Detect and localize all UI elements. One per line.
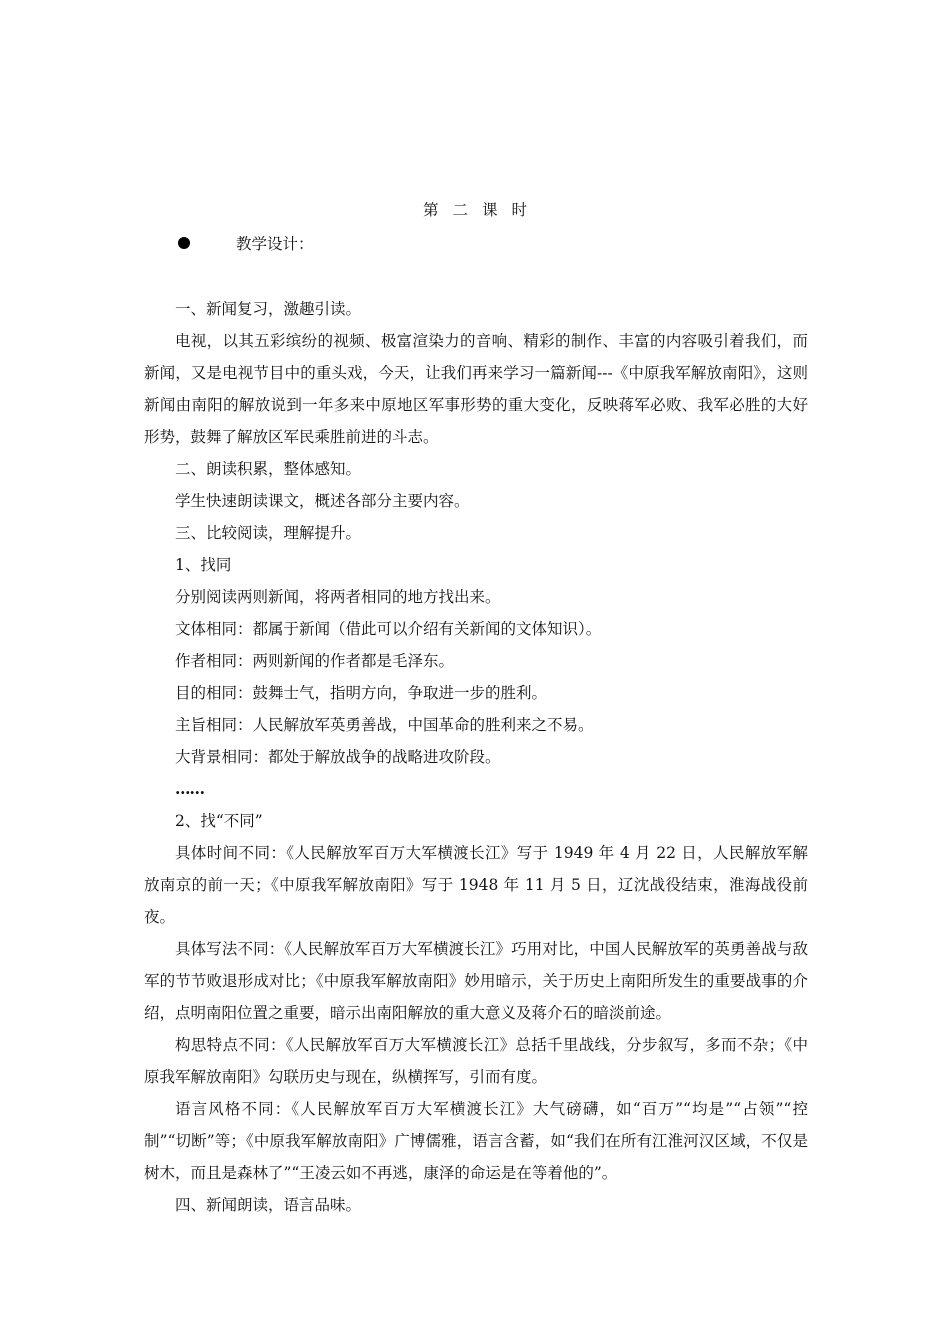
paragraph: 主旨相同：人民解放军英勇善战，中国革命的胜利来之不易。: [175, 716, 594, 734]
paragraph: 一、新闻复习，激趣引读。: [175, 300, 362, 318]
paragraph: 大背景相同：都处于解放战争的战略进攻阶段。: [175, 748, 501, 766]
paragraph: 学生快速朗读课文，概述各部分主要内容。: [175, 492, 470, 510]
page-title: 第二课时: [422, 201, 541, 219]
document-body: [144, 293, 808, 1221]
paragraph: 具体写法不同：《人民解放军百万大军横渡长江》巧用对比，中国人民解放军的英勇善战与敌军的节节败退形成对比；《中原我军解放南阳》妙用暗示，关于历史上南阳所发生的重要战事的介绍，点明南阳位置之重要，暗示出南阳解放的重大意义及蒋介石的暗淡前途。: [144, 940, 808, 1022]
paragraph: 二、朗读积累，整体感知。: [175, 460, 362, 478]
paragraph: 构思特点不同：《人民解放军百万大军横渡长江》总括千里战线，分步叙写，多而不杂；《中原我军解放南阳》勾联历史与现在，纵横挥写，引而有度。: [144, 1036, 808, 1086]
paragraph: 目的相同：鼓舞士气，指明方向，争取进一步的胜利。: [175, 684, 548, 702]
paragraph: 分别阅读两则新闻，将两者相同的地方找出来。: [175, 588, 501, 606]
paragraph: 文体相同：都属于新闻（借此可以介绍有关新闻的文体知识）。: [175, 620, 602, 638]
paragraph: 电视，以其五彩缤纷的视频、极富渲染力的音响、精彩的制作、丰富的内容吸引着我们，而新闻，又是电视节目中的重头戏，今天，让我们再来学习一篇新闻---《中原我军解放南阳》，这则新闻由南阳的解放说到一年多来中原地区军事形势的重大变化，反映蒋军必败、我军必胜的大好形势，鼓舞了解放区军民乘胜前进的斗志。: [144, 332, 808, 446]
paragraph: 2、找“不同”: [175, 812, 263, 830]
paragraph: 四、新闻朗读，语言品味。: [175, 1196, 362, 1214]
paragraph: 语言风格不同：《人民解放军百万大军横渡长江》大气磅礴，如“百万”“均是”“占领”“控制”“切断”等；《中原我军解放南阳》广博儒雅，语言含蓄，如“我们在所有江淮河汉区域，不仅是树木，而且是森林了”“王凌云如不再逃，康泽的命运是在等着他的”。: [144, 1100, 808, 1182]
bullet-icon: [178, 237, 190, 249]
paragraph: 三、比较阅读，理解提升。: [175, 524, 362, 542]
paragraph: 具体时间不同：《人民解放军百万大军横渡长江》写于 1949 年 4 月 22 日，人民解放军解放南京的前一天；《中原我军解放南阳》写于 1948 年 11 月 5 日，辽沈战役结束，淮海战役前夜。: [144, 844, 808, 926]
section-label: 教学设计：: [236, 235, 314, 253]
ellipsis-paragraph: ……: [175, 779, 204, 798]
paragraph: 1、找同: [175, 556, 232, 574]
paragraph: 作者相同：两则新闻的作者都是毛泽东。: [175, 652, 455, 670]
section-heading: [178, 232, 314, 254]
